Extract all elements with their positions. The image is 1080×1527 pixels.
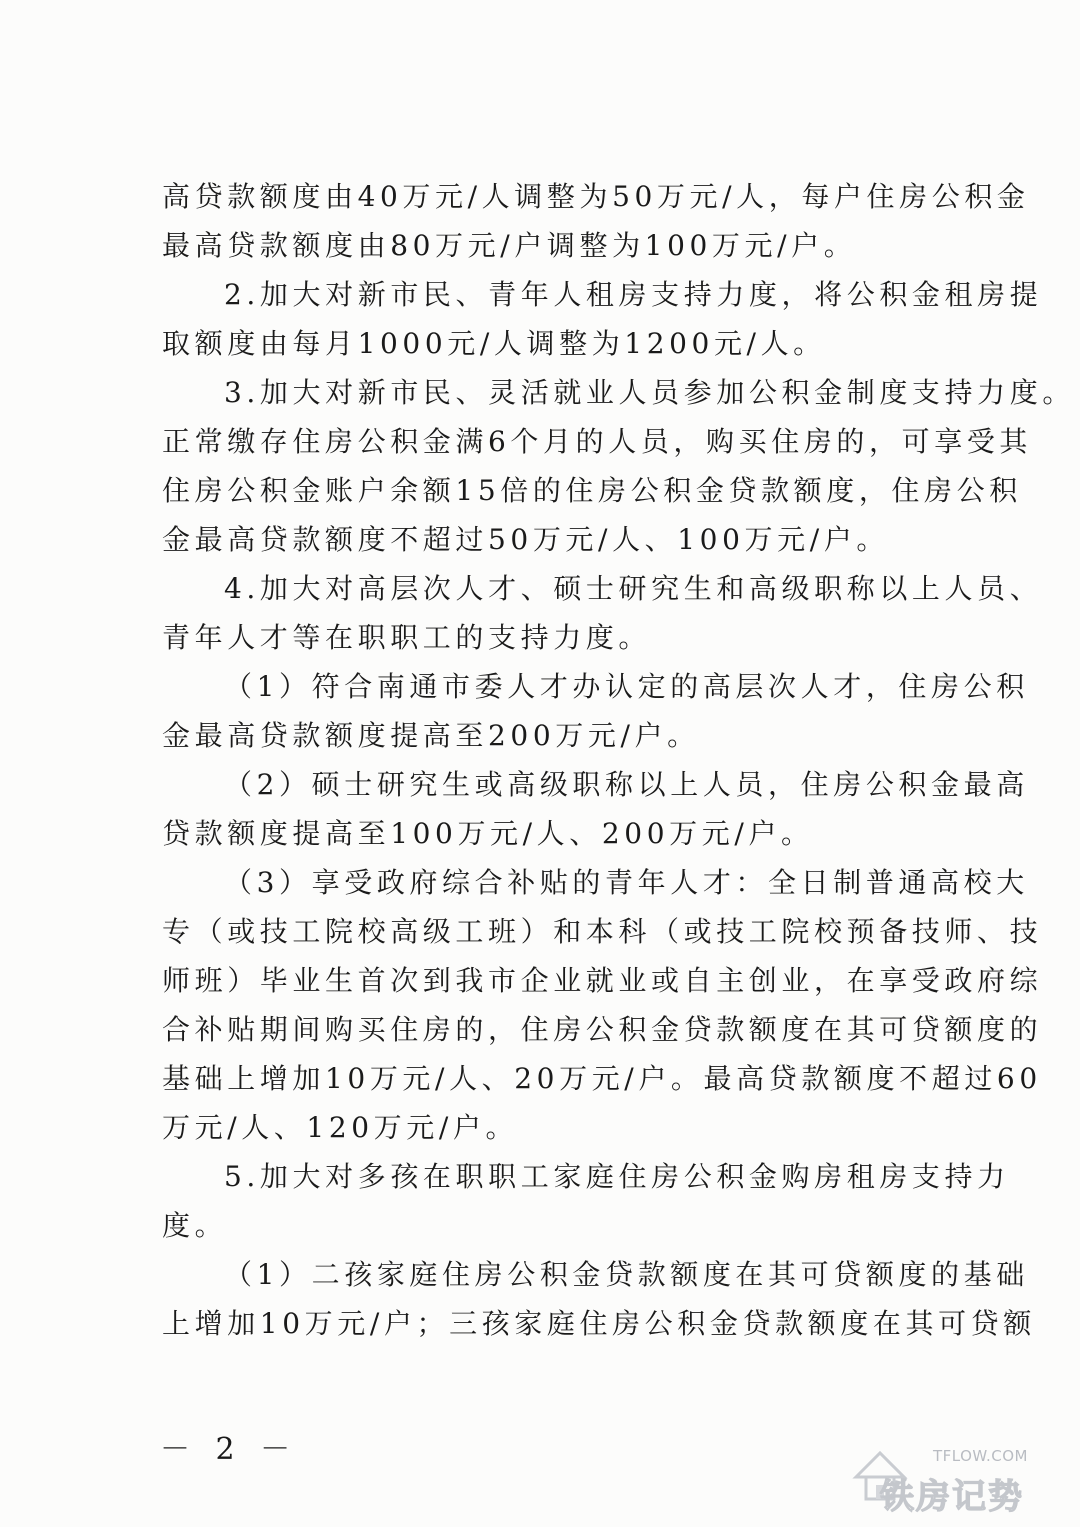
text-line: 高贷款额度由40万元/人调整为50万元/人，每户住房公积金: [162, 180, 1030, 213]
text-line: 上增加10万元/户；三孩家庭住房公积金贷款额度在其可贷额: [162, 1307, 1036, 1340]
text-line: 取额度由每月1000元/人调整为1200元/人。: [162, 327, 826, 360]
text-line: 金最高贷款额度不超过50万元/人、100万元/户。: [162, 523, 889, 556]
text-line: 万元/人、120万元/户。: [162, 1111, 519, 1144]
text-line: （3）享受政府综合补贴的青年人才：全日制普通高校大: [224, 866, 1029, 899]
text-line: 住房公积金账户余额15倍的住房公积金贷款额度，住房公积: [162, 474, 1022, 507]
watermark-name: 铁房记势: [880, 1477, 1024, 1517]
text-line: 最高贷款额度由80万元/户调整为100万元/户。: [162, 229, 857, 262]
text-line: 5.加大对多孩在职职工家庭住房公积金购房租房支持力: [224, 1160, 1010, 1193]
text-line: （1）二孩家庭住房公积金贷款额度在其可贷额度的基础: [224, 1258, 1029, 1291]
text-line: 正常缴存住房公积金满6个月的人员，购买住房的，可享受其: [162, 425, 1033, 458]
text-line: 师班）毕业生首次到我市企业就业或自主创业，在享受政府综: [162, 964, 1043, 997]
text-line: 金最高贷款额度提高至200万元/户。: [162, 719, 700, 752]
text-line: （2）硕士研究生或高级职称以上人员，住房公积金最高: [224, 768, 1029, 801]
text-line: 专（或技工院校高级工班）和本科（或技工院校预备技师、技: [162, 915, 1043, 948]
text-line: （1）符合南通市委人才办认定的高层次人才，住房公积: [224, 670, 1029, 703]
text-line: 度。: [162, 1209, 228, 1242]
text-line: 4.加大对高层次人才、硕士研究生和高级职称以上人员、: [224, 572, 1043, 605]
text-line: 基础上增加10万元/人、20万元/户。最高贷款额度不超过60: [162, 1062, 1042, 1095]
watermark-url: TFLOW.COM: [932, 1447, 1028, 1465]
text-line: 2.加大对新市民、青年人租房支持力度，将公积金租房提: [224, 278, 1043, 311]
text-line: 3.加大对新市民、灵活就业人员参加公积金制度支持力度。: [224, 376, 1075, 409]
text-line: 贷款额度提高至100万元/人、200万元/户。: [162, 817, 814, 850]
watermark: [850, 1435, 1050, 1515]
text-line: 青年人才等在职职工的支持力度。: [162, 621, 652, 654]
document-body: [162, 172, 1075, 1348]
text-line: 合补贴期间购买住房的，住房公积金贷款额度在其可贷额度的: [162, 1013, 1043, 1046]
page-number: － 2 －: [160, 1432, 299, 1467]
